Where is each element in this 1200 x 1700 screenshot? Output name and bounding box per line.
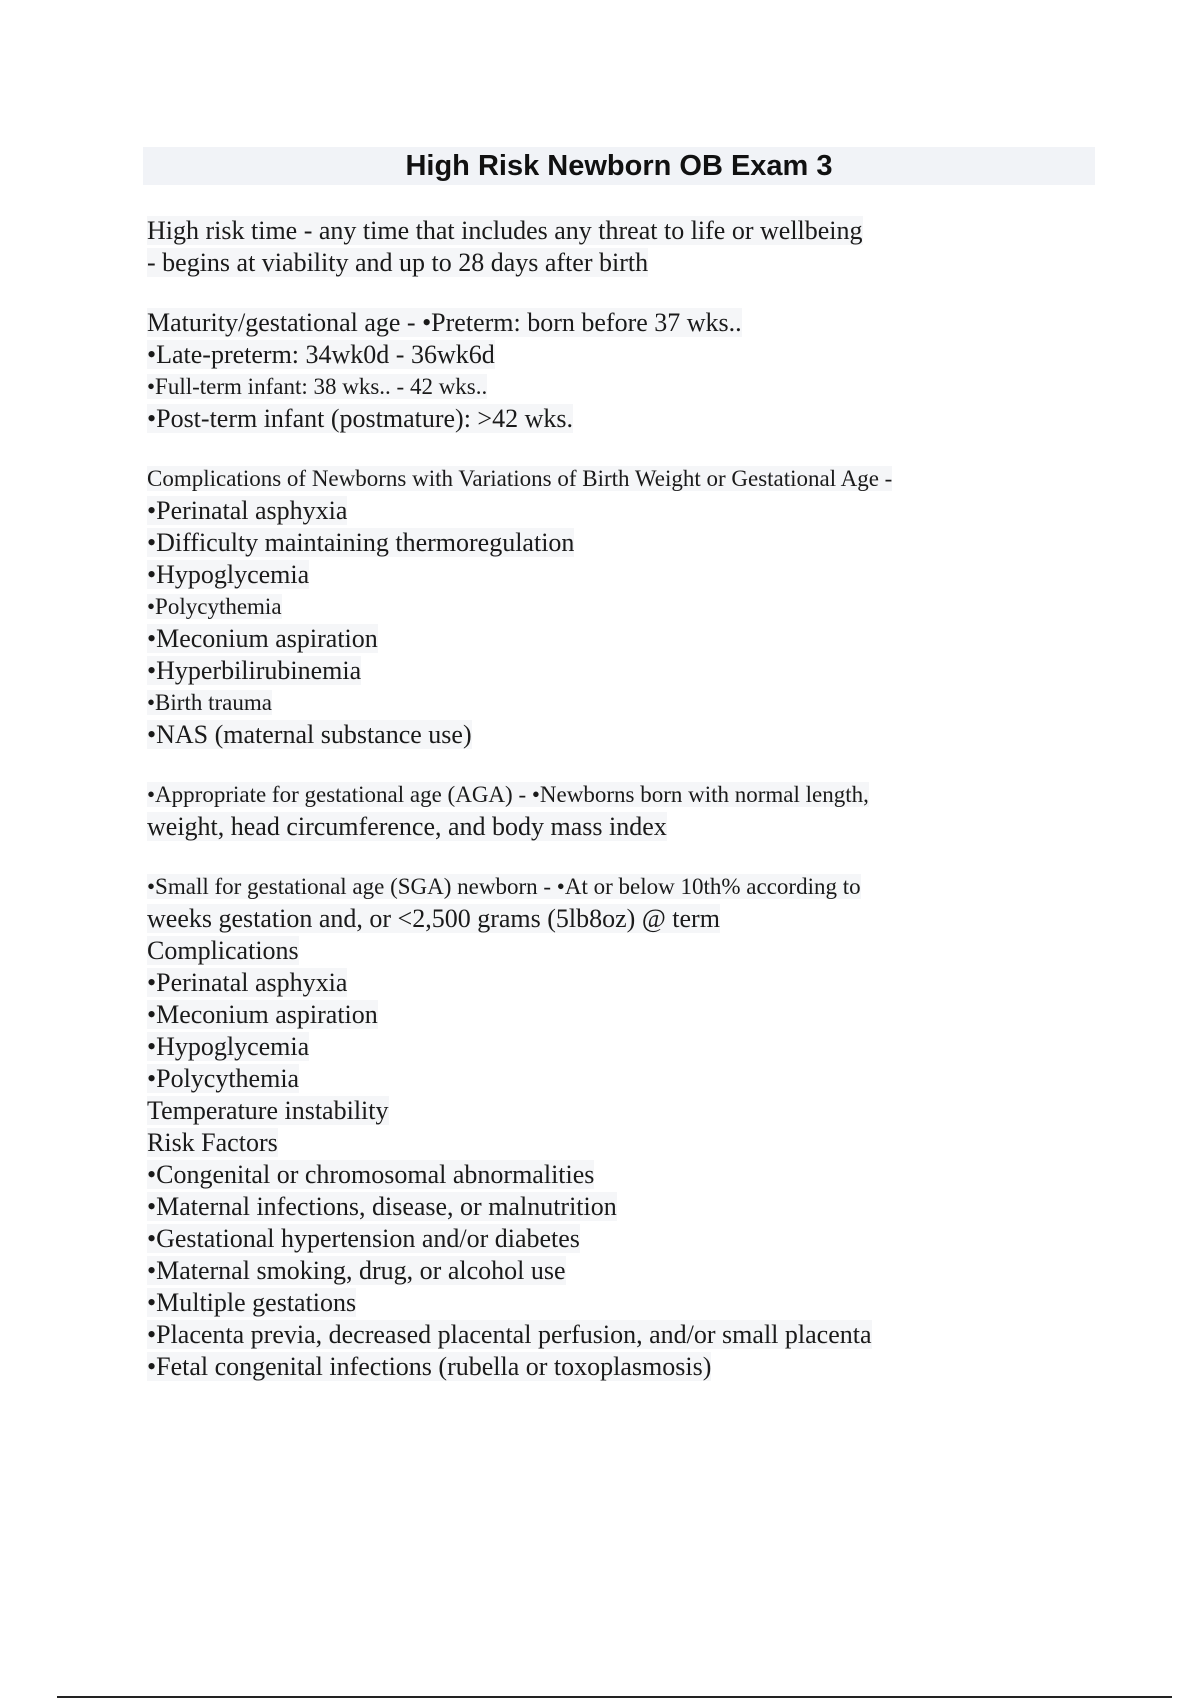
document-body [147,215,1107,1411]
section-sga [147,871,1107,1383]
list-item: •Polycythemia [147,594,282,619]
text-line: •Small for gestational age (SGA) newborn - •At or below 10th% according to [147,874,861,899]
text-line: •Post-term infant (postmature): >42 wks. [147,404,573,433]
list-item: •Perinatal asphyxia [147,968,348,997]
list-item: •Meconium aspiration [147,1000,378,1029]
list-item: •Gestational hypertension and/or diabetes [147,1224,580,1253]
bottom-divider [57,1696,1172,1698]
text-line: weeks gestation and, or <2,500 grams (5lb8oz) @ term [147,904,720,933]
text-line: Maturity/gestational age - •Preterm: born before 37 wks.. [147,308,742,337]
list-item: Temperature instability [147,1096,389,1125]
list-item: •Hypoglycemia [147,560,310,589]
list-item: •Meconium aspiration [147,624,378,653]
section-aga [147,779,1107,843]
subheading-complications: Complications [147,936,299,965]
list-item: •NAS (maternal substance use) [147,720,472,749]
list-item: •Hypoglycemia [147,1032,310,1061]
list-item: •Congenital or chromosomal abnormalities [147,1160,595,1189]
section-heading: Complications of Newborns with Variations of Birth Weight or Gestational Age - [147,466,893,491]
list-item: •Multiple gestations [147,1288,357,1317]
list-item: •Fetal congenital infections (rubella or toxoplasmosis) [147,1352,712,1381]
list-item: •Hyperbilirubinemia [147,656,362,685]
page-title: High Risk Newborn OB Exam 3 [405,150,833,182]
title-band [143,147,1095,185]
list-item: •Maternal smoking, drug, or alcohol use [147,1256,566,1285]
text-line: - begins at viability and up to 28 days after birth [147,248,649,277]
list-item: •Perinatal asphyxia [147,496,348,525]
text-line: •Full-term infant: 38 wks.. - 42 wks.. [147,374,488,399]
section-high-risk-time [147,215,1107,279]
text-line: weight, head circumference, and body mass index [147,812,667,841]
list-item: •Placenta previa, decreased placental perfusion, and/or small placenta [147,1320,872,1349]
list-item: •Difficulty maintaining thermoregulation [147,528,575,557]
section-complications [147,463,1107,751]
text-line: •Appropriate for gestational age (AGA) - •Newborns born with normal length, [147,782,869,807]
text-line: •Late-preterm: 34wk0d - 36wk6d [147,340,495,369]
text-line: High risk time - any time that includes any threat to life or wellbeing [147,216,863,245]
list-item: •Maternal infections, disease, or malnutrition [147,1192,617,1221]
list-item: •Birth trauma [147,690,272,715]
section-maturity [147,307,1107,435]
list-item: •Polycythemia [147,1064,300,1093]
subheading-risk-factors: Risk Factors [147,1128,278,1157]
